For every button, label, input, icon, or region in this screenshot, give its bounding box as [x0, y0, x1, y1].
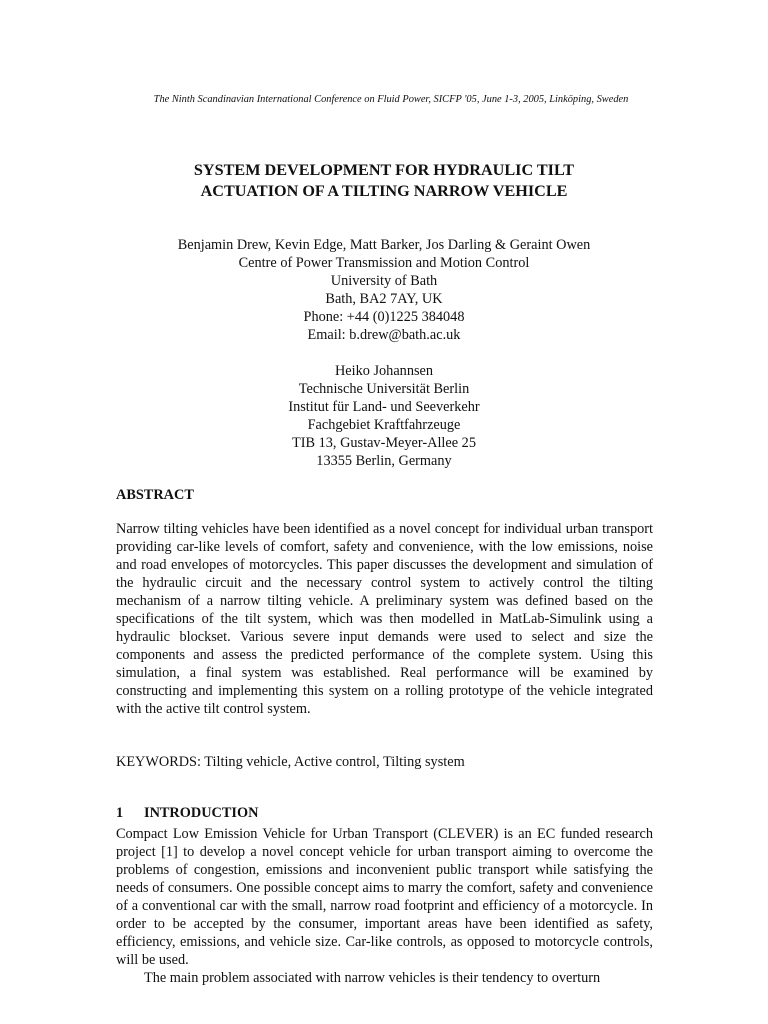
introduction-paragraph: The main problem associated with narrow vehicles is their tendency to overturn [144, 970, 601, 986]
coauthor-name: Heiko Johannsen [334, 363, 434, 379]
coauthor-address: TIB 13, Gustav-Meyer-Allee 25 [292, 435, 476, 451]
abstract-heading: ABSTRACT [116, 487, 194, 503]
coauthor-department: Fachgebiet Kraftfahrzeuge [307, 417, 461, 433]
paper-title [0, 160, 768, 202]
coauthor-university: Technische Universität Berlin [298, 381, 470, 397]
section-number: 1 [116, 805, 124, 821]
author-centre: Centre of Power Transmission and Motion Control [238, 255, 530, 271]
author-block [0, 236, 768, 470]
author-names: Benjamin Drew, Kevin Edge, Matt Barker, Jos Darling & Geraint Owen [177, 237, 591, 253]
coauthor-city: 13355 Berlin, Germany [316, 453, 452, 469]
conference-header: The Ninth Scandinavian International Conference on Fluid Power, SICFP '05, June 1-3, 2005, Linköping, Sweden [153, 94, 629, 105]
author-phone: Phone: +44 (0)1225 384048 [303, 309, 465, 325]
section-title: INTRODUCTION [144, 805, 259, 821]
introduction-heading [116, 804, 258, 822]
title-line-1: SYSTEM DEVELOPMENT FOR HYDRAULIC TILT [193, 161, 575, 179]
introduction-body [116, 825, 653, 987]
coauthor-institute: Institut für Land- und Seeverkehr [288, 399, 480, 415]
author-address: Bath, BA2 7AY, UK [325, 291, 443, 307]
author-email: Email: b.drew@bath.ac.uk [307, 327, 461, 343]
abstract-text: Narrow tilting vehicles have been identified as a novel concept for individual urban transport providing car-like levels of comfort, safety and convenience, with the low emissions, noise and road envelopes of motorcycles. This paper discusses the development and simulation of the hydraulic circuit and the necessary control system to actively control the tilting mechanism of a narrow tilting vehicle. A preliminary system was defined based on the specifications of the tilt system, which was then modelled in MatLab-Simulink using a hydraulic blockset. Various severe input demands were used to select and size the components and assess the predicted performance of the complete system. Using this simulation, a final system was established. Real performance will be examined by constructing and implementing this system on a rolling prototype of the vehicle integrated with the active tilt control system. [116, 521, 653, 717]
author-university: University of Bath [330, 273, 438, 289]
keywords: KEYWORDS: Tilting vehicle, Active control, Tilting system [116, 754, 465, 770]
introduction-paragraph: Compact Low Emission Vehicle for Urban Transport (CLEVER) is an EC funded research project [1] to develop a novel concept vehicle for urban transport aiming to overcome the problems of congestion, emissions and inconvenient public transport while satisfying the needs of consumers. One possible concept aims to marry the comfort, safety and convenience of a conventional car with the small, narrow road footprint and efficiency of a motorcycle. In order to be accepted by the consumer, important areas have been identified as safety, efficiency, emissions, and vehicle size. Car-like controls, as opposed to motorcycle controls, will be used. [116, 826, 653, 968]
title-line-2: ACTUATION OF A TILTING NARROW VEHICLE [200, 182, 568, 200]
